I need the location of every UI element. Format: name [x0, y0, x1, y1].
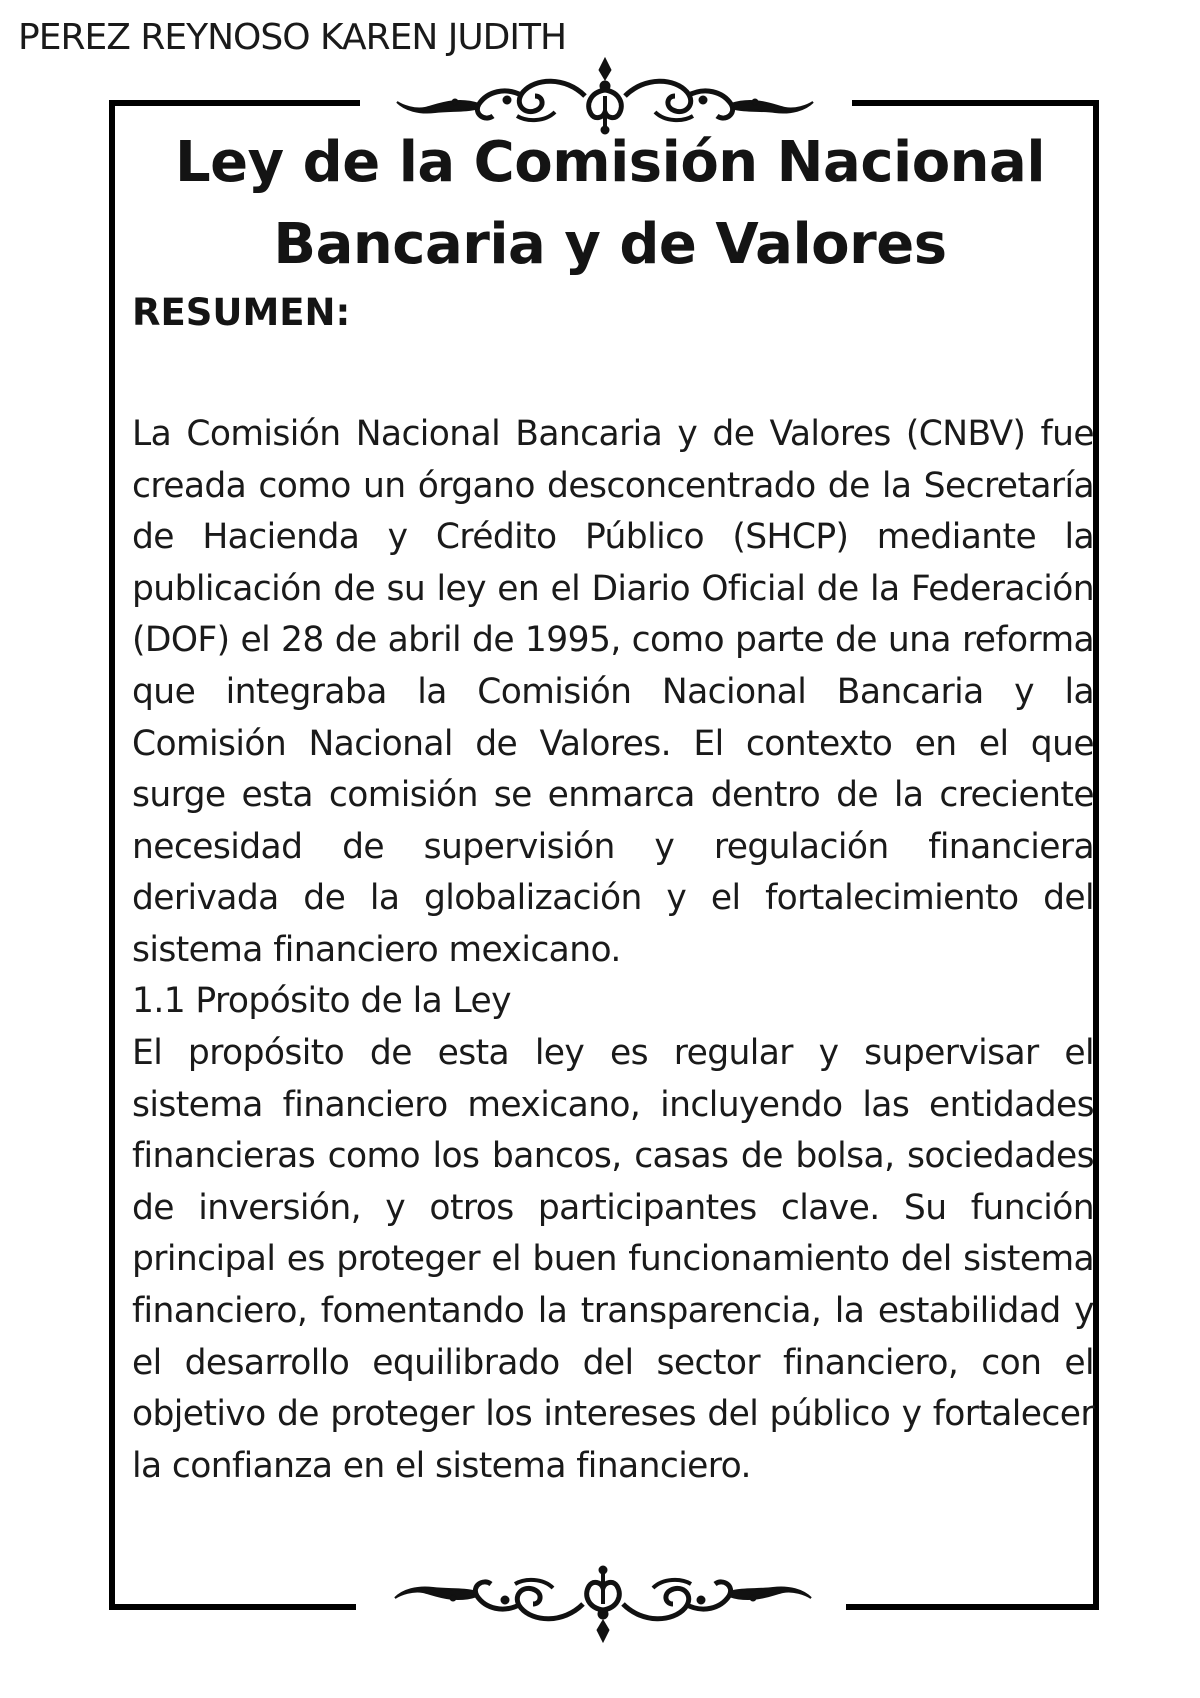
subheading-proposito: 1.1 Propósito de la Ley [132, 981, 511, 1021]
document-title: Ley de la Comisión Nacional Bancaria y de Valores [174, 130, 1046, 277]
flourish-ornament-icon [393, 1564, 813, 1644]
author-name: PEREZ REYNOSO KAREN JUDITH [18, 17, 567, 58]
paragraph-context: La Comisión Nacional Bancaria y de Valores (CNBV) fue creada como un órgano desconcentrado de la Secretaría de Hacienda y Crédito Público (SHCP) mediante la publicación de su ley en el Diario Oficial de la Federación (DOF) el 28 de abril de 1995, como parte de una reforma que integraba la Comisión Nacional Bancaria y la Comisión Nacional de Valores. El contexto en el que surge esta comisión se enmarca dentro de la creciente necesidad de supervisión y regulación financiera derivada de la globalización y el fortalecimiento del sistema financiero mexicano. [132, 414, 1094, 970]
section-label: RESUMEN: [132, 291, 351, 334]
paragraph-proposito: El propósito de esta ley es regular y supervisar el sistema financiero mexicano, incluyendo las entidades financieras como los bancos, casas de bolsa, sociedades de inversión, y otros participantes clave. Su función principal es proteger el buen funcionamiento del sistema financiero, fomentando la transparencia, la estabilidad y el desarrollo equilibrado del sector financiero, con el objetivo de proteger los intereses del público y fortalecer la confianza en el sistema financiero. [132, 1033, 1094, 1486]
